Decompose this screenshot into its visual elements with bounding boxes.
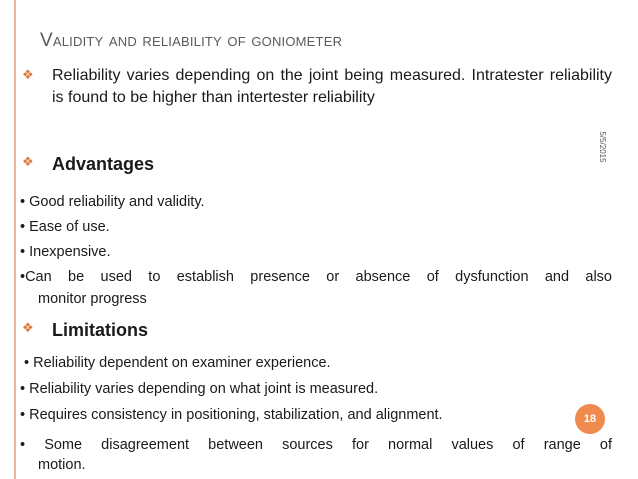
slide-date: 5/5/2015 — [598, 131, 608, 163]
limitations-item — [20, 405, 612, 425]
bullet-icon: ❖ — [22, 67, 34, 82]
limitations-heading-row — [20, 318, 612, 342]
advantages-item — [20, 267, 612, 287]
advantages-item-text: • Good reliability and validity. — [20, 194, 205, 210]
bullet-icon: ❖ — [22, 320, 34, 335]
limitations-heading: Limitations — [52, 320, 149, 340]
reliability-paragraph — [20, 65, 612, 109]
advantages-item-text: monitor progress — [38, 291, 147, 307]
limitations-item-continued — [20, 455, 630, 475]
page-number-badge — [575, 404, 605, 434]
limitations-item-text: • Reliability varies depending on what joint is measured. — [20, 381, 379, 397]
advantages-heading-row — [20, 152, 612, 176]
limitations-item-text: • Requires consistency in positioning, stabilization, and alignment. — [20, 407, 443, 423]
limitations-item-text: motion. — [38, 457, 86, 473]
advantages-item-text: • Ease of use. — [20, 219, 110, 235]
advantages-heading: Advantages — [52, 154, 155, 174]
bullet-icon: ❖ — [22, 154, 34, 169]
limitations-item-text: • Reliability dependent on examiner experience. — [24, 355, 331, 371]
limitations-item — [24, 353, 616, 373]
limitations-item-text: • Some disagreement between sources for normal values of range of — [20, 437, 612, 453]
slide-title-text: Validity and reliability of goniometer — [40, 30, 343, 51]
advantages-item — [20, 217, 612, 237]
reliability-text: Reliability varies depending on the joint being measured. Intratester reliability is found to be higher than intertester reliability — [52, 67, 612, 106]
advantages-item-continued — [20, 289, 630, 309]
limitations-item — [20, 435, 612, 455]
advantages-item — [20, 242, 612, 262]
page-number-text: 18 — [583, 413, 597, 425]
advantages-item — [20, 192, 612, 212]
limitations-item — [20, 379, 612, 399]
advantages-item-text: • Inexpensive. — [20, 244, 111, 260]
advantages-item-text: •Can be used to establish presence or absence of dysfunction and also — [20, 269, 612, 285]
